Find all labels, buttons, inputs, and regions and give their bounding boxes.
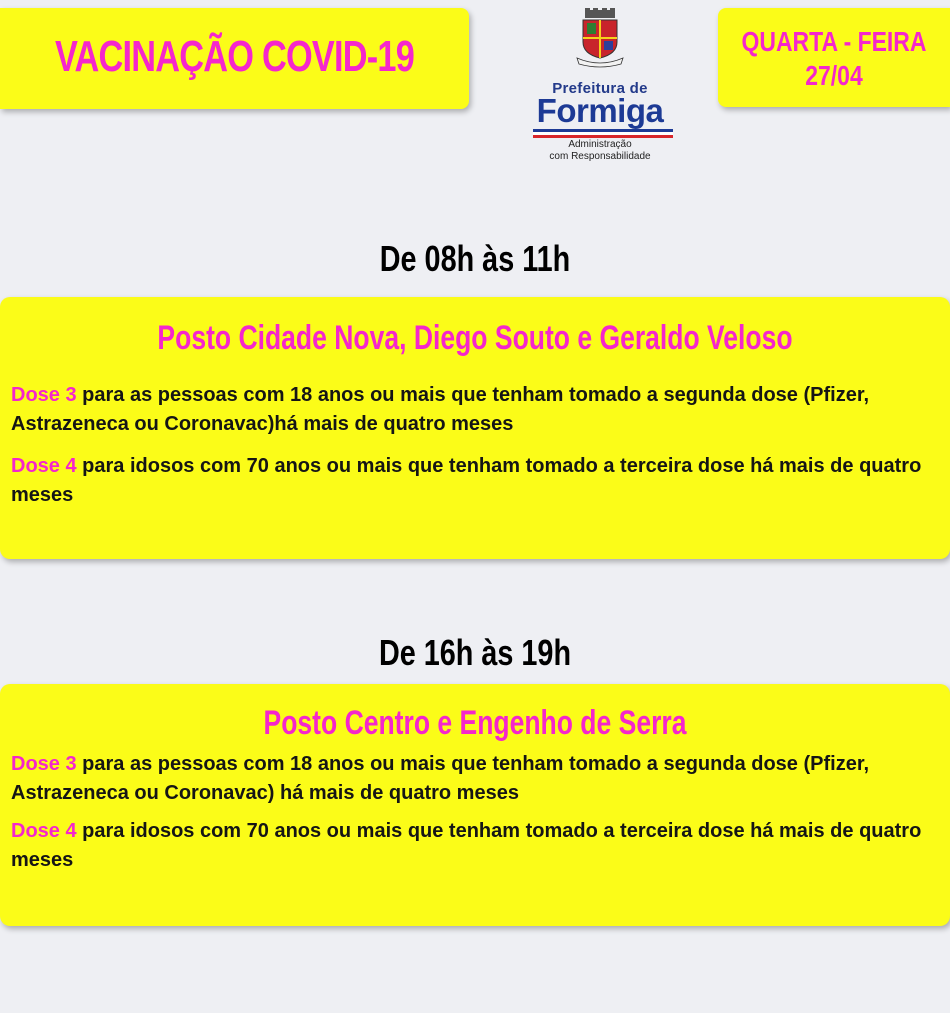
session-location: Posto Centro e Engenho de Serra — [263, 704, 687, 742]
dose-description: para idosos com 70 anos ou mais que tenham tomado a terceira dose há mais de quatro meses — [11, 820, 922, 871]
session-card-evening — [0, 684, 950, 926]
poster-title: VACINAÇÃO COVID-19 — [54, 32, 415, 81]
dose-3-info — [11, 750, 936, 808]
date-label: 27/04 — [805, 60, 863, 91]
logo-city-name: Formiga — [536, 92, 664, 129]
logo-stripes — [533, 129, 673, 138]
logo-tagline — [520, 139, 680, 163]
logo-tagline-line2: com Responsabilidade — [549, 151, 651, 162]
dose-label: Dose 3 — [11, 753, 77, 775]
title-banner — [0, 8, 469, 109]
dose-3-info — [11, 381, 936, 439]
dose-description: para idosos com 70 anos ou mais que tenham tomado a terceira dose há mais de quatro meses — [11, 455, 922, 506]
dose-label: Dose 4 — [11, 455, 77, 477]
weekday-label: QUARTA - FEIRA — [741, 26, 927, 57]
dose-label: Dose 4 — [11, 820, 77, 842]
session-card-morning — [0, 297, 950, 559]
prefeitura-logo — [520, 8, 680, 164]
date-banner — [718, 8, 950, 107]
logo-tagline-line1: Administração — [568, 139, 632, 150]
session-time-morning: De 08h às 11h — [379, 238, 571, 279]
dose-label: Dose 3 — [11, 384, 77, 406]
logo-prefeitura-text: Prefeitura de — [552, 80, 648, 97]
session-time-evening: De 16h às 19h — [378, 632, 572, 673]
dose-4-info — [11, 452, 936, 510]
dose-description: para as pessoas com 18 anos ou mais que tenham tomado a segunda dose (Pfizer, Astrazeneca ou Coronavac) há mais de quatro meses — [11, 753, 870, 804]
session-location: Posto Cidade Nova, Diego Souto e Geraldo Veloso — [157, 319, 793, 357]
dose-description: para as pessoas com 18 anos ou mais que tenham tomado a segunda dose (Pfizer, Astrazeneca ou Coronavac)há mais de quatro meses — [11, 384, 870, 435]
dose-4-info — [11, 817, 936, 875]
city-crest-icon — [575, 8, 625, 68]
